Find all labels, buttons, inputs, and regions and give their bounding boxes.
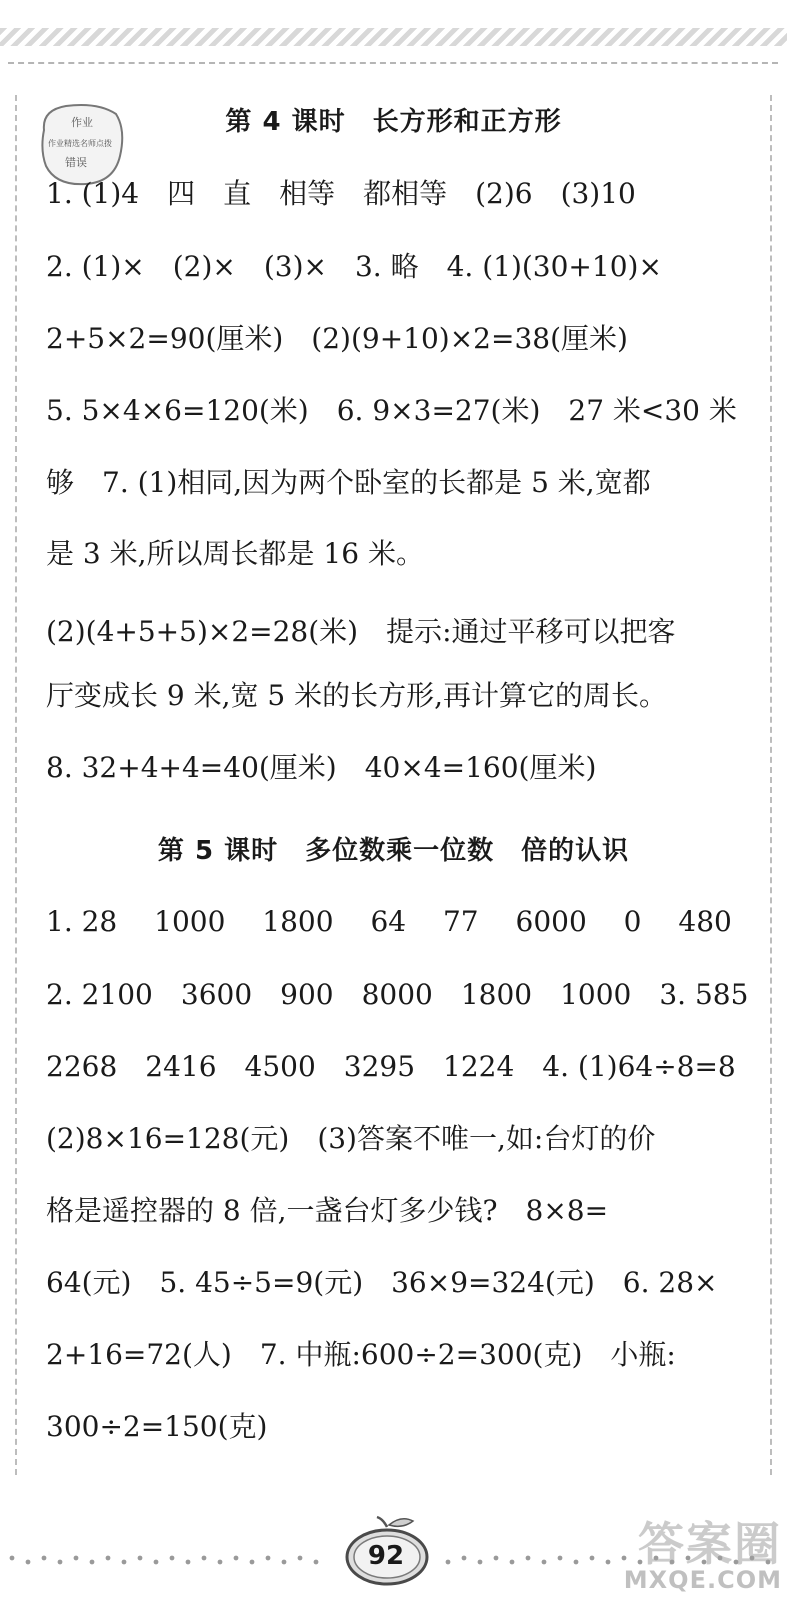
lesson4-title: 第 4 课时 长方形和正方形: [225, 107, 562, 137]
answer-line: 2268 2416 4500 3295 1224 4. (1)64÷8=8: [46, 1050, 736, 1083]
stamp-line2: 作业精选名师点拨: [48, 139, 112, 148]
left-margin-rule: [15, 95, 17, 1475]
lesson5-title: 第 5 课时 多位数乘一位数 倍的认识: [157, 836, 630, 866]
answer-line: 1. (1)4 四 直 相等 都相等 (2)6 (3)10: [46, 177, 636, 210]
answer-line: 够 7. (1)相同,因为两个卧室的长都是 5 米,宽都: [46, 466, 651, 499]
watermark-text: 答案圈: [638, 1517, 782, 1571]
answer-line: 300÷2=150(克): [46, 1410, 268, 1443]
answer-line: 厅变成长 9 米,宽 5 米的长方形,再计算它的周长。: [46, 679, 668, 712]
answer-line: 5. 5×4×6=120(米) 6. 9×3=27(米) 27 米<30 米: [46, 394, 737, 427]
page-number: 92: [367, 1541, 405, 1571]
watermark-url: MXQE.COM: [623, 1566, 782, 1594]
answer-line: 2. 2100 3600 900 8000 1800 1000 3. 585: [46, 978, 749, 1011]
answer-line: 8. 32+4+4=40(厘米) 40×4=160(厘米): [46, 751, 597, 784]
top-dashed-rule: [8, 62, 778, 64]
top-decorative-band: [0, 28, 787, 46]
watermark: [596, 1508, 782, 1598]
answer-line: 2. (1)× (2)× (3)× 3. 略 4. (1)(30+10)×: [46, 250, 662, 283]
stamp-line3: 错误: [65, 156, 87, 169]
right-margin-rule: [770, 95, 772, 1475]
answer-line: 1. 28 1000 1800 64 77 6000 0 480: [46, 905, 732, 938]
answer-line: (2)(4+5+5)×2=28(米) 提示:通过平移可以把客: [46, 615, 676, 648]
answer-line: 64(元) 5. 45÷5=9(元) 36×9=324(元) 6. 28×: [46, 1266, 718, 1299]
answer-line: 格是遥控器的 8 倍,一盏台灯多少钱? 8×8=: [46, 1194, 609, 1227]
answer-line: 2+16=72(人) 7. 中瓶:600÷2=300(克) 小瓶:: [46, 1338, 676, 1371]
answer-line: 是 3 米,所以周长都是 16 米。: [46, 537, 424, 570]
answer-line: 2+5×2=90(厘米) (2)(9+10)×2=38(厘米): [46, 322, 628, 355]
stamp-line1: 作业: [71, 116, 93, 129]
answer-line: (2)8×16=128(元) (3)答案不唯一,如:台灯的价: [46, 1122, 656, 1155]
